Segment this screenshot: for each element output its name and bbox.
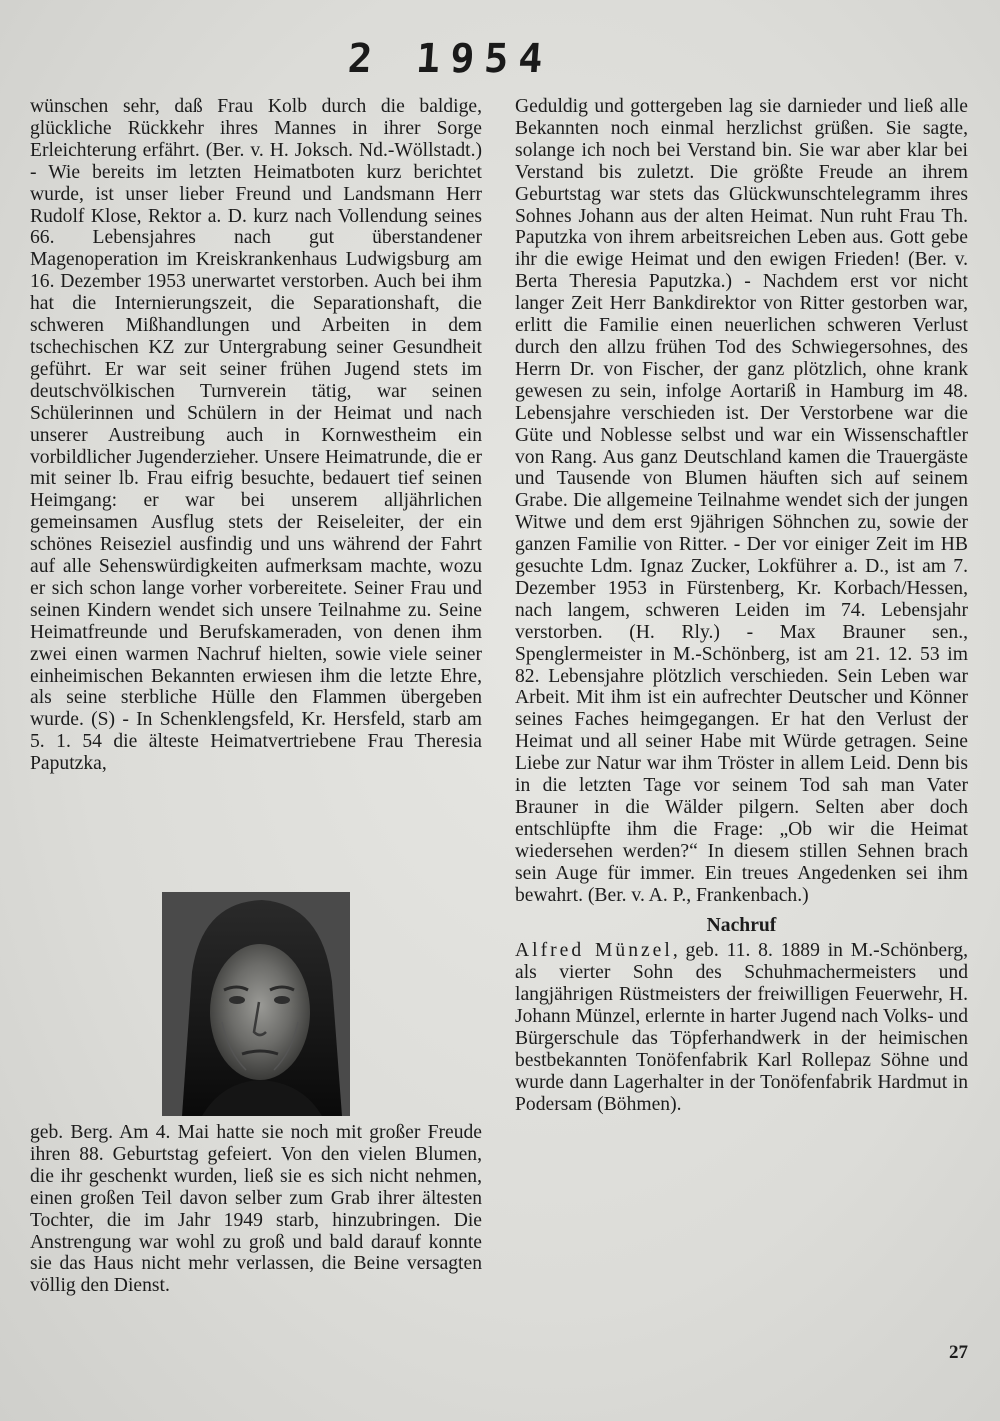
right-paragraph-1: Geduldig und gottergeben lag sie darnieder und ließ alle Bekannten noch einmal herzlichst grüßen. Sie sagte, solange ich noch bei Verstand bin. Sie war aber klar bei Verstand bis zuletzt. Die größte Freude an ihrem Geburtstag war stets das Glückwunschtelegramm ihres Sohnes Johann aus der alten Heimat. Nun ruht Frau Th. Paputzka von ihrem arbeitsreichen Leben aus. Gott gebe ihr die ewige Heimat und den ewigen Frieden! (Ber. v. Berta Theresia Paputzka.) - Nachdem erst vor nicht langer Zeit Herr Bankdirektor von Ritter gestorben war, erlitt die Familie einen neuerlichen schweren Verlust durch den allzu frühen Tod des Schwiegersohnes, des Herrn Dr. von Fischer, der ganz plötzlich, ohne krank gewesen zu sein, infolge Aortariß in Hamburg im 48. Lebensjahre verschieden ist. Der Verstorbene war die Güte und Noblesse selbst und war ein Wissenschaftler von Rang. Aus ganz Deutschland kamen die Trauergäste und Tausende von Blumen häuften sich auf seinem Grabe. Die allgemeine Teilnahme wendet sich der jungen Witwe und dem erst 9jährigen Söhnchen zu, sowie der ganzen Familie von Ritter. - Der vor einiger Zeit im HB gesuchte Ldm. Ignaz Zucker, Lokführer a. D., ist am 7. Dezember 1953 in Fürstenberg, Kr. Korbach/Hessen, nach langem, schweren Leiden im 74. Lebensjahr verstorben. (H. Rly.) - Max Brauner sen., Spenglermeister in M.-Schönberg, ist am 21. 12. 53 im 82. Lebensjahre plötzlich verschieden. Sein Leben war Arbeit. Mit ihm ist ein aufrechter Deutscher und Könner seines Faches heimgegangen. Er hat den Verlust der Heimat und all seiner Habe mit Würde getragen. Seine Liebe zur Natur war ihm Tröster in allem Leid. Denn bis in die letzten Tage vor seinem Tod sah man Vater Brauner in die Wälder pilgern. Selten aber doch entschlüpfte ihm die Frage: „Ob wir die Heimat wiedersehen werden?“ In diesem stillen Sehnen brach sein Auge für immer. Ein treues Angedenken sei ihm bewahrt. (Ber. v. A. P., Frankenbach.) — [515, 96, 968, 906]
left-paragraph-2: geb. Berg. Am 4. Mai hatte sie noch mit großer Freude ihren 88. Geburtstag gefeiert. Von den vielen Blumen, die ihr geschenkt wurden, ließ sie es sich nicht nehmen, einen großen Teil davon selber zum Grab ihrer ältesten Tochter, die im Jahr 1949 starb, hinzubringen. Die Anstrengung war wohl zu groß und bald darauf konnte sie das Haus nicht mehr verlassen, die Beine versagten völlig den Dienst. — [30, 1122, 482, 1297]
page-number: 27 — [949, 1342, 968, 1363]
right-column — [515, 96, 968, 1116]
obituary-text: , geb. 11. 8. 1889 in M.-Schönberg, als vierter Sohn des Schuhmachermeisters und langjährigen Rüstmeisters der freiwilligen Feuerwehr, H. Johann Münzel, erlernte in harter Jugend nach Volks- und Bürgerschule das Töpferhandwerk in der heimischen bestbekannten Tonöfenfabrik Karl Rollepaz Söhne und wurde dann Lagerhalter in der Tonöfenfabrik Hardmut in Podersam (Böhmen). — [515, 940, 968, 1115]
left-paragraph-1: wünschen sehr, daß Frau Kolb durch die baldige, glückliche Rückkehr ihres Mannes in ihrer Sorge Erleichterung erfährt. (Ber. v. H. Joksch. Nd.-Wöllstadt.) - Wie bereits im letzten Heimatboten kurz berichtet wurde, ist unser lieber Freund und Landsmann Herr Rudolf Klose, Rektor a. D. kurz nach Vollendung seines 66. Lebensjahres nach gut überstandener Magenoperation im Kreiskrankenhaus Ludwigsburg am 16. Dezember 1953 unerwartet verstorben. Auch bei ihm hat die Internierungszeit, die Separationshaft, die schweren Mißhandlungen und Arbeiten in dem tschechischen KZ zur Untergrabung seiner Gesundheit geführt. Er war seit seiner frühen Jugend stets im deutschvölkischen Turnverein tätig, war seinen Schülerinnen und Schülern in der Heimat und nach unserer Austreibung auch in Kornwestheim ein vorbildlicher Jugenderzieher. Unsere Heimatrunde, die er mit seiner lb. Frau eifrig besuchte, bedauert tief seinen Heimgang: er war bei unserem alljährlichen gemeinsamen Ausflug stets der Reiseleiter, der ein schönes Reiseziel ausfindig und uns während der Fahrt auf alle Sehenswürdigkeiten aufmerksam machte, wozu er sich schon lange vorher vorbereitete. Seiner Frau und seinen Kindern wendet sich unsere Teilnahme zu. Seine Heimatfreunde und Berufskameraden, von denen ihm zwei einen warmen Nachruf hielten, sowie viele seiner einheimischen Bekannten erwiesen ihm die letzte Ehre, als seine sterbliche Hülle den Flammen übergeben wurde. (S) - In Schenklengsfeld, Kr. Hersfeld, starb am 5. 1. 54 die älteste Heimatvertriebene Frau Theresia Paputzka, — [30, 96, 482, 775]
obituary-heading: Nachruf — [706, 914, 777, 936]
portrait-photo — [162, 892, 350, 1116]
obituary-paragraph — [515, 940, 968, 1115]
portrait-image — [162, 892, 350, 1116]
left-column — [30, 96, 482, 775]
obituary-name: Alfred Münzel — [515, 940, 673, 962]
handwritten-page-annotation: 2 1954 — [346, 36, 555, 82]
left-column-continued — [30, 1122, 482, 1297]
